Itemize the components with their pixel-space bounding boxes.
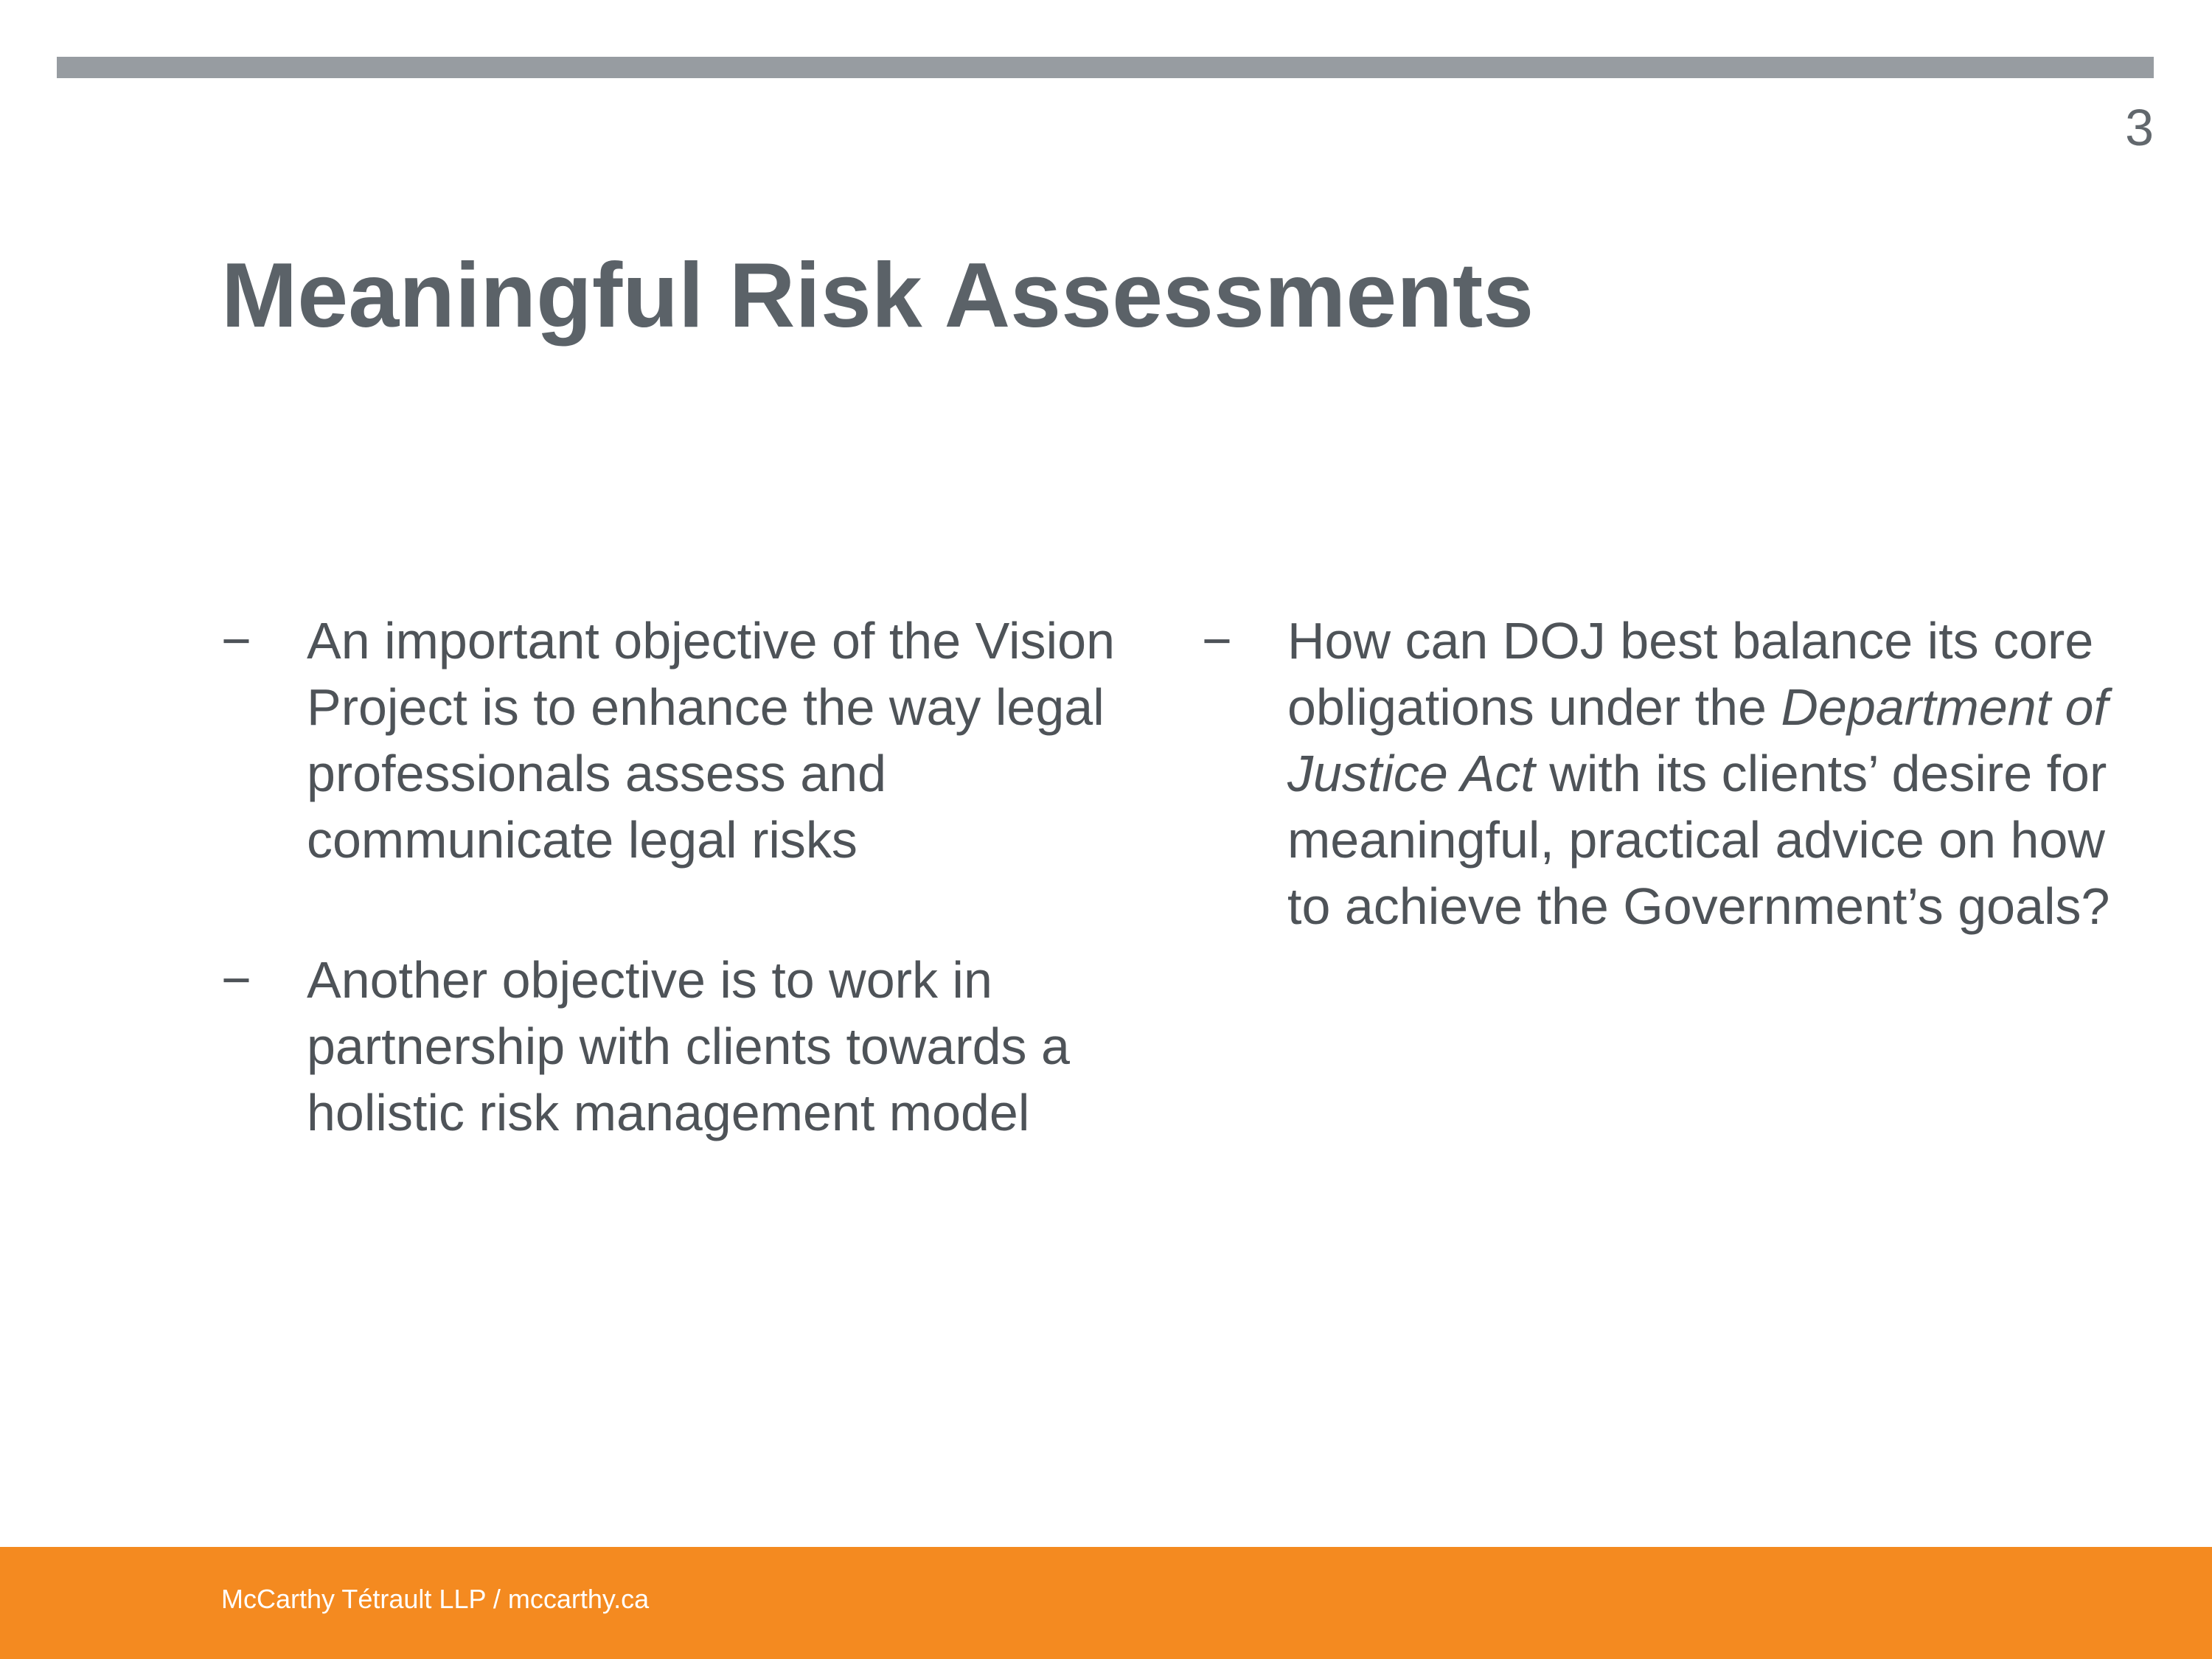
top-rule	[57, 57, 2154, 78]
left-column	[221, 608, 1158, 1146]
right-column	[1202, 608, 2153, 939]
footer-text: McCarthy Tétrault LLP / mccarthy.ca	[221, 1584, 650, 1614]
bullet-text: Another objective is to work in partnership with clients towards a holistic risk management model	[307, 951, 1070, 1141]
bullet-item	[1202, 608, 2153, 939]
bullet-item	[221, 947, 1158, 1146]
bullet-dash: −	[221, 951, 251, 1009]
footer-band	[0, 1547, 2212, 1659]
page-number: 3	[2125, 99, 2154, 156]
slide-title: Meaningful Risk Assessments	[221, 245, 1534, 347]
bullet-text-start: How can DOJ best balance its core obligations under the	[1287, 612, 2094, 736]
bullet-text-end: with its clients’ desire for meaningful, practical advice on how to achieve the Government’s goals?	[1287, 745, 2110, 935]
act-title: Department of Justice Act	[1287, 678, 2108, 802]
bullet-text: An important objective of the Vision Project is to enhance the way legal professionals assess and communicate legal risks	[307, 612, 1116, 869]
bullet-item	[221, 608, 1158, 873]
bullet-dash: −	[221, 612, 251, 669]
bullet-text	[1287, 608, 2153, 939]
bullet-dash: −	[1202, 612, 1232, 669]
